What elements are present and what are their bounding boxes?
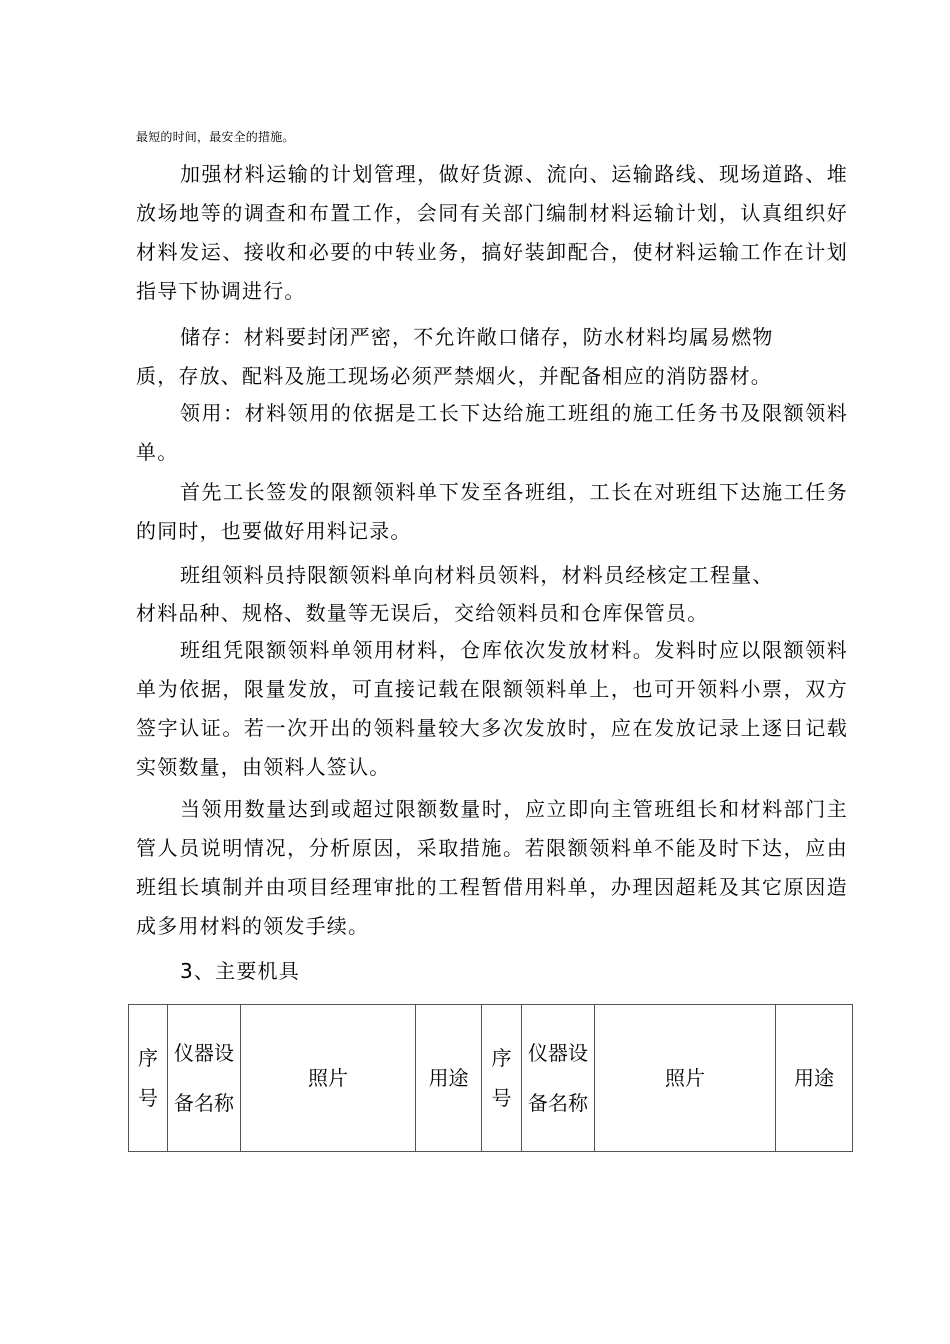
header-cell-photo: 照片	[241, 1005, 416, 1152]
paragraph-issue: 班组凭限额领料单领用材料，仓库依次发放材料。发料时应以限额领料单为依据，限量发放，可直接记载在限额领料单上，也可开领料小票，双方签字认证。若一次开出的领料量较大多次发放时，应在发放记录上逐日记载实领数量，由领料人签认。	[136, 638, 848, 779]
paragraph-usage: 领用：材料领用的依据是工长下达给施工班组的施工任务书及限额领料单。	[136, 401, 848, 464]
paragraph-storage-line2: 质，存放、配料及施工现场必须严禁烟火，并配备相应的消防器材。	[136, 364, 772, 388]
section-heading-main-tools: 3、主要机具	[180, 959, 300, 983]
table-header-row	[129, 1005, 853, 1152]
paragraph-exceed: 当领用数量达到或超过限额数量时，应立即向主管班组长和材料部门主管人员说明情况，分析原因，采取措施。若限额领料单不能及时下达，应由班组长填制并由项目经理审批的工程暂借用料单，办理因超耗及其它原因造成多用材料的领发手续。	[136, 797, 848, 938]
header-cell-purpose: 用途	[416, 1005, 482, 1152]
paragraph-team-line2: 材料品种、规格、数量等无误后，交给领料员和仓库保管员。	[136, 601, 709, 625]
tools-table	[128, 1004, 853, 1152]
paragraph-storage-line1: 储存：材料要封闭严密，不允许敞口储存，防水材料均属易燃物	[180, 325, 774, 349]
paragraph-transport: 加强材料运输的计划管理，做好货源、流向、运输路线、现场道路、堆放场地等的调查和布置工作，会同有关部门编制材料运输计划，认真组织好材料发运、接收和必要的中转业务，搞好装卸配合，使材料运输工作在计划指导下协调进行。	[136, 162, 848, 303]
page-top-fragment: 最短的时间，最安全的措施。	[136, 130, 295, 144]
header-cell-purpose-2: 用途	[776, 1005, 853, 1152]
header-cell-index-2: 序号	[482, 1005, 522, 1152]
header-cell-device-name-2: 仪器设备名称	[522, 1005, 595, 1152]
header-cell-index: 序号	[129, 1005, 168, 1152]
paragraph-team-line1: 班组领料员持限额领料单向材料员领料，材料员经核定工程量、	[180, 563, 774, 587]
paragraph-first: 首先工长签发的限额领料单下发至各班组，工长在对班组下达施工任务的同时，也要做好用料记录。	[136, 480, 848, 543]
header-cell-device-name: 仪器设备名称	[168, 1005, 241, 1152]
header-cell-photo-2: 照片	[595, 1005, 776, 1152]
